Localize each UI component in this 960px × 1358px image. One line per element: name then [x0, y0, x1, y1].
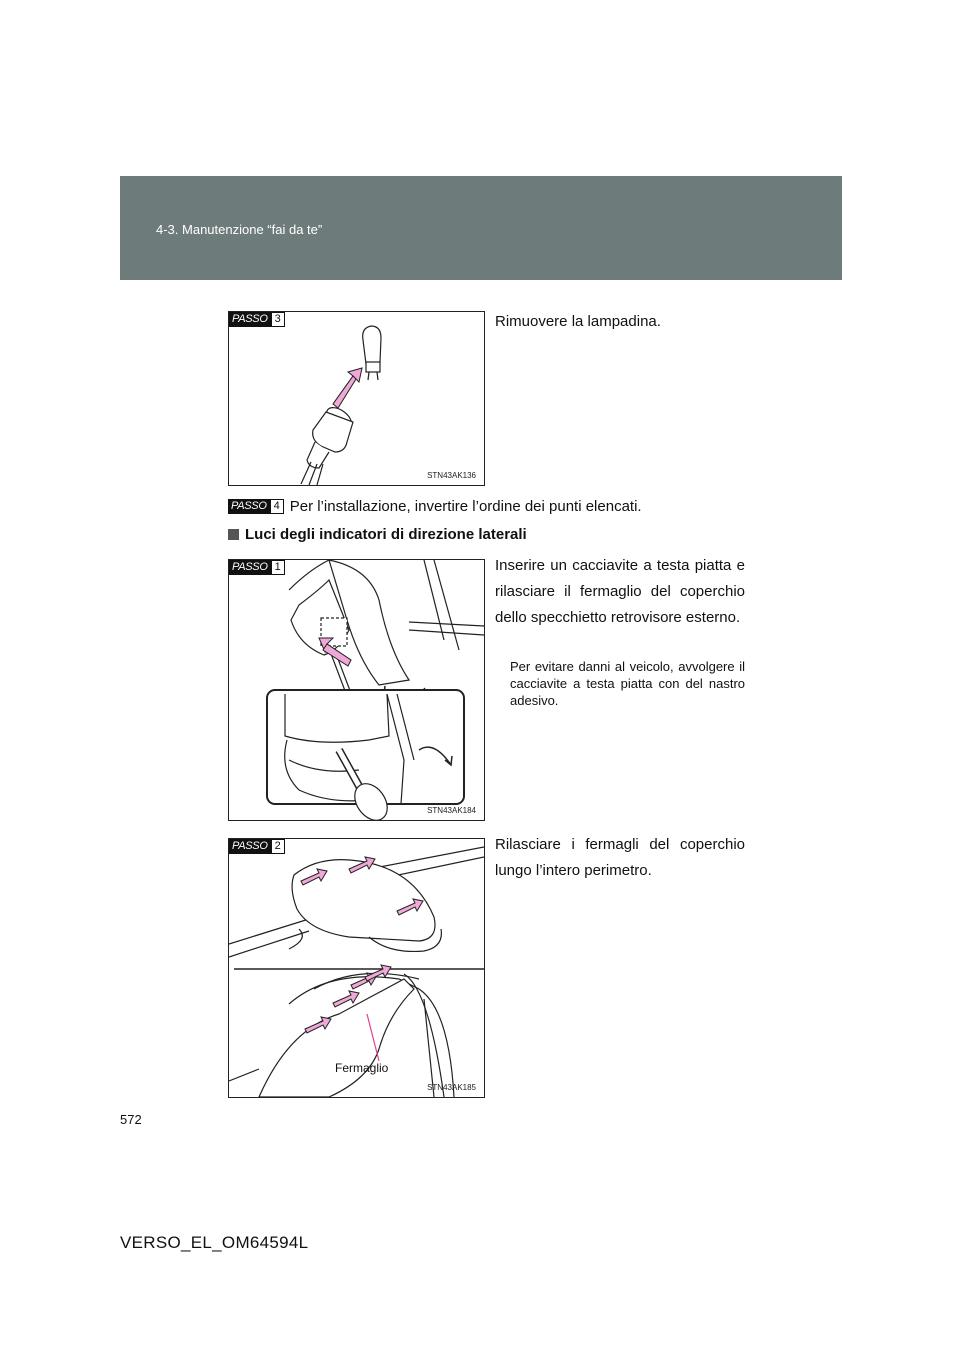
step3-badge — [229, 312, 285, 327]
chapter-title: 4-3. Manutenzione “fai da te” — [156, 222, 323, 237]
figure-code: STN43AK185 — [427, 1083, 476, 1092]
step4-text: Per l’installazione, invertire l’ordine dei punti elencati. — [289, 498, 642, 515]
mirror-cover-clips-illustration — [229, 839, 484, 1097]
mirror-screwdriver-illustration — [229, 560, 484, 820]
chapter-header — [120, 176, 842, 280]
arrow-up-icon — [333, 368, 362, 408]
socket-icon — [301, 403, 355, 485]
badge-word: PASSO — [229, 839, 271, 854]
section-title — [228, 526, 527, 543]
badge-word: PASSO — [228, 499, 270, 514]
square-bullet-icon — [228, 529, 239, 540]
badge-number: 1 — [271, 560, 285, 575]
badge-word: PASSO — [229, 560, 271, 575]
callout-label: Fermaglio — [335, 1061, 389, 1075]
side-step2-badge — [229, 839, 285, 854]
side-step1-text: Inserire un cacciavite a testa piatta e rilasciare il fermaglio del coperchio dello specchietto retrovisore esterno. — [495, 557, 745, 626]
figure-step3 — [228, 311, 485, 486]
step3-text: Rimuovere la lampadina. — [495, 313, 661, 330]
badge-number: 3 — [271, 312, 285, 327]
badge-number: 4 — [270, 499, 284, 514]
side-step1-note: Per evitare danni al veicolo, avvolgere il cacciavite a testa piatta con del nastro adesivo. — [510, 659, 745, 708]
side-step2-text: Rilasciare i fermagli del coperchio lungo l’intero perimetro. — [495, 836, 745, 879]
figure-side-step2 — [228, 838, 485, 1098]
figure-side-step1 — [228, 559, 485, 821]
side-step1-badge — [229, 560, 285, 575]
step4-line — [228, 494, 642, 520]
badge-number: 2 — [271, 839, 285, 854]
section-title-text: Luci degli indicatori di direzione laterali — [245, 526, 527, 543]
badge-word: PASSO — [229, 312, 271, 327]
footer-code: VERSO_EL_OM64594L — [120, 1233, 309, 1252]
page-number: 572 — [120, 1112, 142, 1127]
step4-badge — [228, 499, 284, 514]
figure-code: STN43AK136 — [427, 471, 476, 480]
bulb-icon — [363, 326, 381, 380]
figure-code: STN43AK184 — [427, 806, 476, 815]
bulb-removal-illustration — [229, 312, 484, 485]
